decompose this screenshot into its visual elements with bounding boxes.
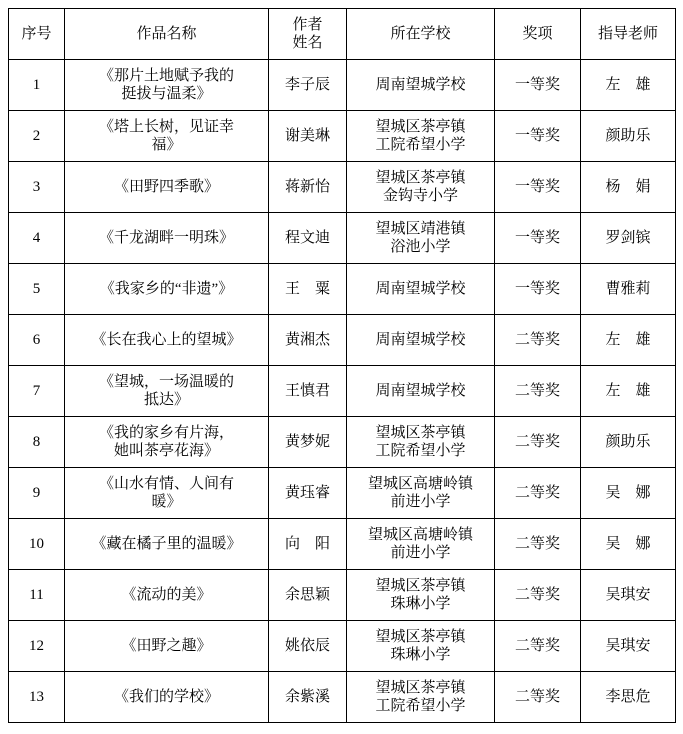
cell-title: 《我们的学校》 [65,672,269,723]
cell-title: 《藏在橘子里的温暖》 [65,519,269,570]
cell-school: 望城区茶亭镇 珠琳小学 [347,570,495,621]
cell-title: 《田野四季歌》 [65,162,269,213]
cell-author: 黄湘杰 [269,315,347,366]
cell-title: 《我的家乡有片海， 她叫茶亭花海》 [65,417,269,468]
cell-teacher: 杨 娟 [581,162,676,213]
column-header-school: 所在学校 [347,9,495,60]
cell-award: 一等奖 [495,213,581,264]
cell-teacher: 左 雄 [581,315,676,366]
cell-award: 二等奖 [495,468,581,519]
cell-title: 《我家乡的“非遗”》 [65,264,269,315]
cell-teacher: 曹雅莉 [581,264,676,315]
cell-author: 王慎君 [269,366,347,417]
cell-award: 二等奖 [495,519,581,570]
cell-school: 望城区茶亭镇 工院希望小学 [347,111,495,162]
cell-author: 向 阳 [269,519,347,570]
table-header [9,9,676,60]
cell-teacher: 颜助乐 [581,417,676,468]
cell-award: 一等奖 [495,162,581,213]
table-row [9,60,676,111]
cell-index: 9 [9,468,65,519]
table-row [9,213,676,264]
cell-author: 姚依辰 [269,621,347,672]
cell-title: 《望城，一场温暖的 抵达》 [65,366,269,417]
cell-author: 王 粟 [269,264,347,315]
cell-award: 二等奖 [495,570,581,621]
column-header-teacher: 指导老师 [581,9,676,60]
cell-school: 周南望城学校 [347,264,495,315]
table-body [9,60,676,723]
cell-school: 周南望城学校 [347,315,495,366]
award-results-table [8,8,676,723]
cell-index: 10 [9,519,65,570]
cell-title: 《长在我心上的望城》 [65,315,269,366]
table-row [9,519,676,570]
cell-teacher: 吴 娜 [581,468,676,519]
cell-author: 余紫溪 [269,672,347,723]
cell-author: 余思颖 [269,570,347,621]
cell-index: 13 [9,672,65,723]
cell-school: 望城区茶亭镇 工院希望小学 [347,672,495,723]
cell-award: 一等奖 [495,264,581,315]
table-row [9,366,676,417]
cell-author: 蒋新怡 [269,162,347,213]
cell-author: 黄梦妮 [269,417,347,468]
cell-school: 望城区茶亭镇 珠琳小学 [347,621,495,672]
cell-award: 二等奖 [495,621,581,672]
table-row [9,468,676,519]
cell-teacher: 左 雄 [581,60,676,111]
cell-index: 8 [9,417,65,468]
cell-index: 3 [9,162,65,213]
cell-award: 一等奖 [495,111,581,162]
table-row [9,162,676,213]
cell-title: 《千龙湖畔一明珠》 [65,213,269,264]
cell-author: 谢美琳 [269,111,347,162]
table-row [9,315,676,366]
table-row [9,570,676,621]
cell-school: 望城区茶亭镇 金钩寺小学 [347,162,495,213]
cell-index: 2 [9,111,65,162]
column-header-title: 作品名称 [65,9,269,60]
cell-award: 二等奖 [495,417,581,468]
cell-title: 《山水有情、人间有 暖》 [65,468,269,519]
cell-teacher: 吴琪安 [581,570,676,621]
cell-teacher: 吴琪安 [581,621,676,672]
cell-school: 望城区靖港镇 浴池小学 [347,213,495,264]
cell-award: 二等奖 [495,672,581,723]
cell-author: 李子辰 [269,60,347,111]
cell-author: 黄珏睿 [269,468,347,519]
cell-index: 5 [9,264,65,315]
cell-title: 《那片土地赋予我的 挺拔与温柔》 [65,60,269,111]
cell-school: 周南望城学校 [347,60,495,111]
cell-school: 周南望城学校 [347,366,495,417]
cell-index: 11 [9,570,65,621]
table-row [9,264,676,315]
cell-teacher: 罗剑镔 [581,213,676,264]
column-header-award: 奖项 [495,9,581,60]
cell-index: 12 [9,621,65,672]
cell-title: 《流动的美》 [65,570,269,621]
cell-index: 4 [9,213,65,264]
cell-index: 1 [9,60,65,111]
cell-teacher: 颜助乐 [581,111,676,162]
cell-award: 一等奖 [495,60,581,111]
cell-title: 《塔上长树，见证幸 福》 [65,111,269,162]
cell-teacher: 吴 娜 [581,519,676,570]
cell-author: 程文迪 [269,213,347,264]
table-row [9,621,676,672]
cell-school: 望城区高塘岭镇 前进小学 [347,468,495,519]
cell-teacher: 左 雄 [581,366,676,417]
cell-school: 望城区茶亭镇 工院希望小学 [347,417,495,468]
table-row [9,111,676,162]
cell-award: 二等奖 [495,366,581,417]
cell-title: 《田野之趣》 [65,621,269,672]
column-header-author: 作者 姓名 [269,9,347,60]
cell-award: 二等奖 [495,315,581,366]
table-header-row [9,9,676,60]
cell-index: 7 [9,366,65,417]
column-header-index: 序号 [9,9,65,60]
cell-teacher: 李思危 [581,672,676,723]
cell-school: 望城区高塘岭镇 前进小学 [347,519,495,570]
table-row [9,672,676,723]
table-row [9,417,676,468]
cell-index: 6 [9,315,65,366]
